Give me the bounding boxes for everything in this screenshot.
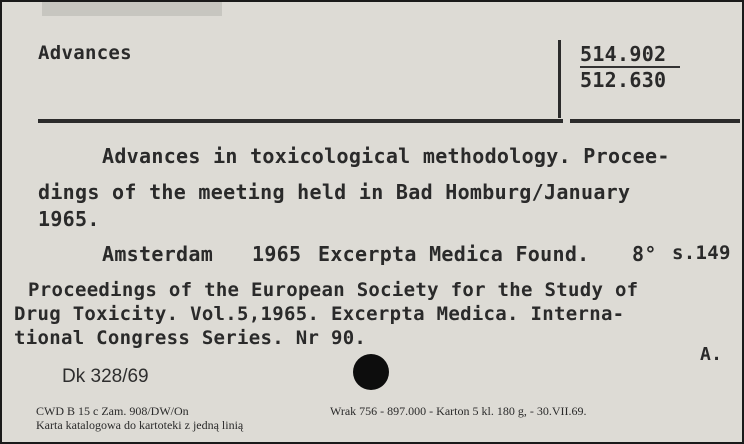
header-rule-right	[570, 119, 740, 123]
series-line-3: tional Congress Series. Nr 90.	[14, 327, 367, 349]
punch-hole	[353, 354, 389, 390]
mark-a: A.	[700, 344, 723, 365]
header-rule-left	[38, 119, 563, 123]
catalog-card	[2, 2, 742, 442]
footer-print-info-left: CWD B 15 c Zam. 908/DW/On	[36, 404, 189, 418]
title-line-2: dings of the meeting held in Bad Homburg/January	[38, 180, 631, 204]
footer-print-info-right: Wrak 756 - 897.000 - Karton 5 kl. 180 g, - 30.VII.69.	[330, 404, 587, 418]
title-line-1: Advances in toxicological methodology. Procee-	[102, 144, 670, 168]
header-vertical-rule	[558, 40, 561, 118]
series-line-1: Proceedings of the European Society for the Study of	[28, 279, 639, 301]
footer-card-type: Karta katalogowa do kartoteki z jedną linią	[36, 418, 244, 432]
imprint-place: Amsterdam	[102, 242, 214, 266]
card-heading: Advances	[38, 42, 132, 64]
title-line-3: 1965.	[38, 207, 100, 231]
class-number-bottom: 512.630	[580, 68, 667, 92]
class-number-top: 514.902	[580, 42, 667, 66]
imprint-year: 1965	[252, 242, 302, 266]
stamp-smudge	[42, 2, 222, 16]
imprint-publisher: Excerpta Medica Found.	[318, 242, 590, 266]
series-line-2: Drug Toxicity. Vol.5,1965. Excerpta Medica. Interna-	[14, 303, 625, 325]
imprint-format: 8°	[632, 242, 657, 266]
imprint-pages: s.149	[672, 242, 731, 264]
shelf-mark: Dk 328/69	[62, 366, 149, 387]
